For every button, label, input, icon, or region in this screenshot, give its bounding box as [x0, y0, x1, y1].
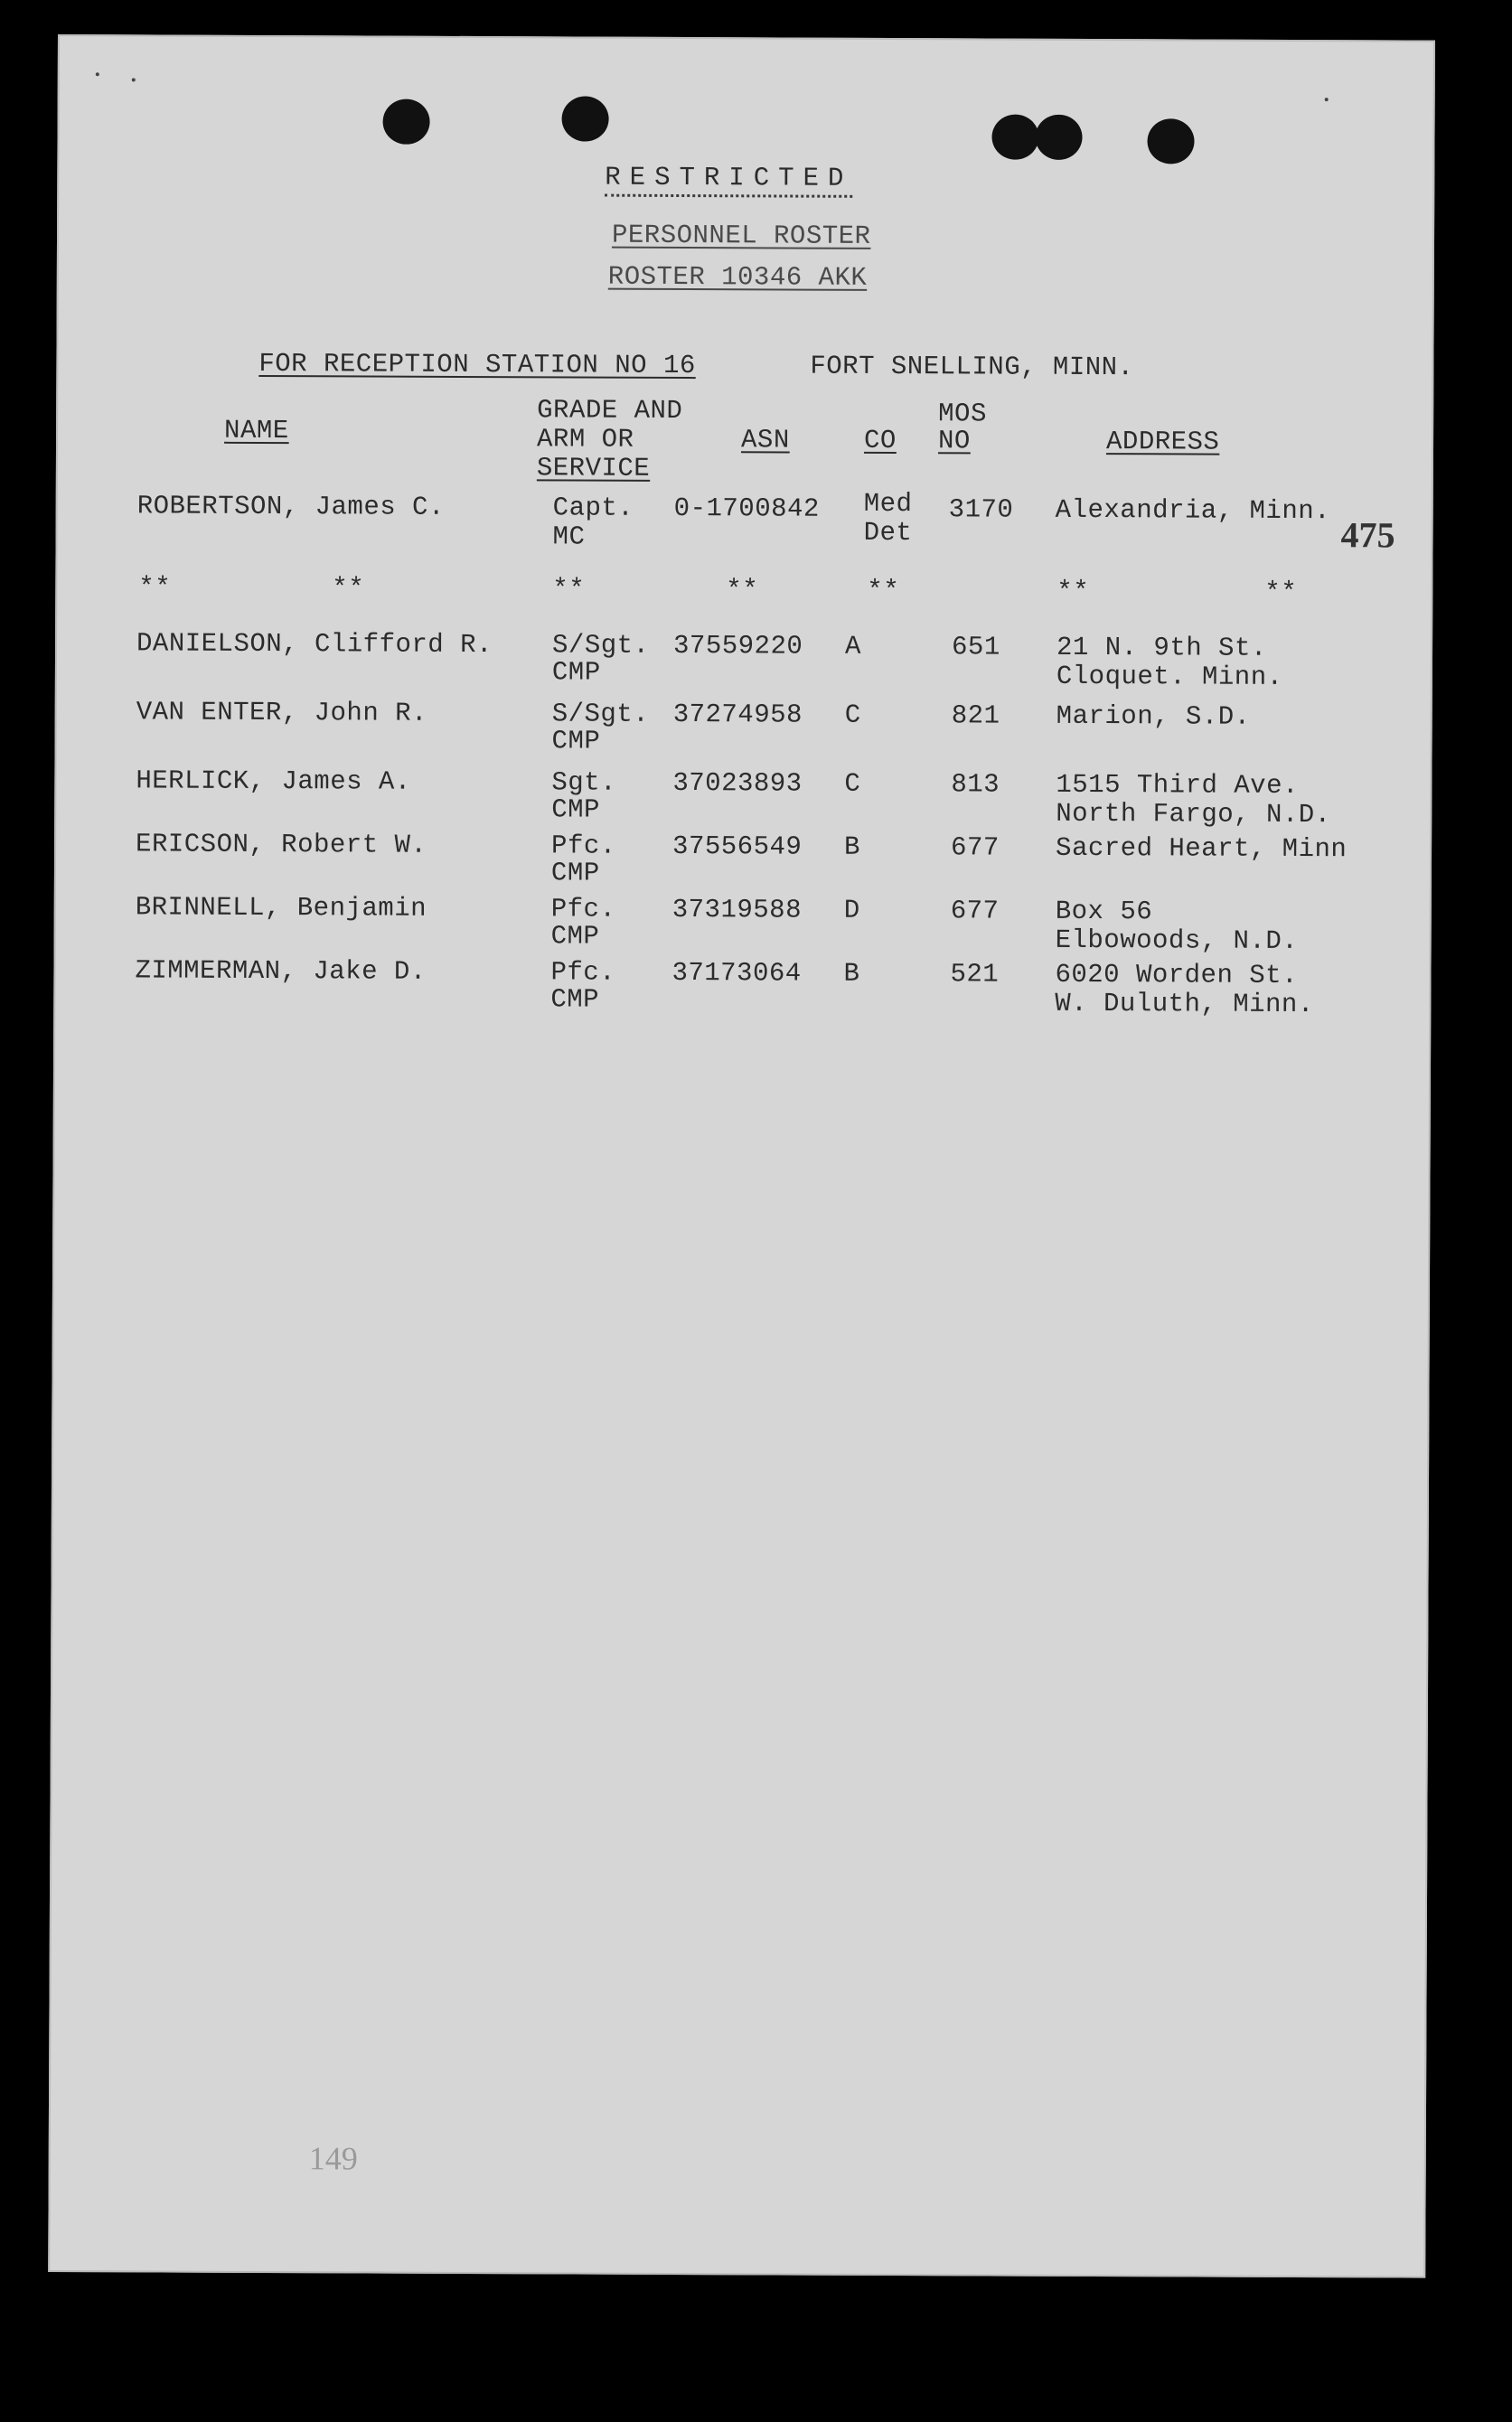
- mos-cell: 677: [951, 832, 1000, 863]
- punch-hole: [382, 99, 429, 145]
- name-cell: ZIMMERMAN, Jake D.: [135, 955, 427, 987]
- column-header-address: ADDRESS: [1105, 427, 1220, 457]
- separator-mark: **: [138, 572, 172, 603]
- address-cell: Box 56: [1055, 896, 1153, 927]
- restricted-stamp: RESTRICTED: [605, 164, 852, 198]
- grade-cell: S/Sgt.: [551, 630, 650, 661]
- co-cell: A: [844, 631, 862, 662]
- mos-cell: 651: [951, 632, 1000, 662]
- name-cell: ROBERTSON, James C.: [136, 491, 445, 522]
- grade-cell: Pfc.: [550, 957, 616, 988]
- page-number: 475: [1340, 514, 1395, 556]
- name-cell: BRINNELL, Benjamin: [135, 892, 427, 924]
- mos-cell: 677: [950, 896, 1000, 926]
- mos-cell: 821: [951, 700, 1000, 731]
- document-page: [48, 34, 1435, 2278]
- address-cell: Sacred Heart, Minn: [1056, 832, 1348, 865]
- column-header-co: CO: [863, 425, 897, 456]
- grade-cell: Sgt.: [551, 767, 617, 798]
- roster-number: ROSTER 10346 AKK: [607, 261, 868, 293]
- column-header-grade: ARM OR: [536, 424, 634, 455]
- asn-cell: 0-1700842: [673, 493, 820, 524]
- service-cell: CMP: [551, 657, 601, 688]
- address-cell: Alexandria, Minn.: [1055, 494, 1331, 527]
- service-cell: CMP: [550, 921, 600, 952]
- asn-cell: 37319588: [671, 894, 803, 925]
- separator-mark: **: [1057, 576, 1090, 606]
- asn-cell: 37023893: [672, 767, 803, 799]
- address-cell: W. Duluth, Minn.: [1055, 988, 1314, 1020]
- punch-hole: [561, 96, 608, 141]
- mos-cell: 813: [951, 769, 1000, 800]
- address-cell: Cloquet. Minn.: [1056, 661, 1283, 692]
- co-cell: B: [843, 958, 860, 989]
- address-cell: Elbowoods, N.D.: [1055, 925, 1299, 956]
- name-cell: DANIELSON, Clifford R.: [136, 628, 493, 661]
- grade-cell: Pfc.: [550, 894, 616, 925]
- separator-mark: **: [332, 573, 365, 604]
- separator-mark: **: [726, 575, 759, 606]
- co-cell: C: [844, 768, 861, 799]
- address-cell: 6020 Worden St.: [1055, 959, 1299, 990]
- grade-cell: Pfc.: [551, 831, 616, 861]
- punch-hole: [991, 115, 1038, 160]
- co-cell: D: [843, 895, 860, 925]
- asn-cell: 37173064: [671, 957, 802, 989]
- co-cell: Med: [863, 488, 913, 520]
- service-cell: CMP: [550, 984, 600, 1015]
- mos-cell: 521: [950, 959, 1000, 990]
- punch-hole: [1147, 118, 1194, 164]
- column-header-grade: GRADE AND: [537, 395, 683, 427]
- service-cell: CMP: [551, 794, 601, 825]
- column-header-name: NAME: [224, 415, 289, 446]
- column-header-asn: ASN: [740, 425, 790, 455]
- column-header-mos: NO: [937, 426, 971, 456]
- station-heading: FOR RECEPTION STATION NO 16: [258, 348, 696, 381]
- speckles: [60, 36, 1433, 42]
- punch-hole: [1035, 115, 1082, 160]
- name-cell: VAN ENTER, John R.: [136, 697, 428, 728]
- asn-cell: 37559220: [672, 630, 803, 662]
- asn-cell: 37274958: [672, 699, 803, 730]
- mos-cell: 3170: [948, 494, 1014, 525]
- name-cell: HERLICK, James A.: [136, 765, 411, 797]
- address-cell: 21 N. 9th St.: [1056, 632, 1267, 663]
- name-cell: ERICSON, Robert W.: [136, 829, 427, 860]
- roster-title: PERSONNEL ROSTER: [611, 220, 871, 251]
- separator-mark: **: [1264, 577, 1298, 607]
- column-header-mos: MOS: [938, 399, 987, 429]
- co-cell: Det: [863, 517, 913, 549]
- separator-mark: **: [552, 574, 586, 605]
- service-cell: CMP: [550, 858, 600, 888]
- separator-mark: **: [867, 575, 900, 606]
- address-cell: 1515 Third Ave.: [1056, 769, 1300, 801]
- service-cell: MC: [552, 521, 586, 552]
- co-cell: B: [844, 831, 861, 862]
- column-header-grade: SERVICE: [536, 453, 651, 483]
- station-location: FORT SNELLING, MINN.: [810, 351, 1134, 383]
- asn-cell: 37556549: [672, 831, 803, 862]
- co-cell: C: [844, 699, 861, 730]
- folio-number: 149: [308, 2140, 358, 2177]
- address-cell: Marion, S.D.: [1056, 700, 1251, 732]
- service-cell: CMP: [551, 726, 601, 756]
- grade-cell: S/Sgt.: [551, 699, 650, 729]
- grade-cell: Capt.: [552, 493, 634, 523]
- address-cell: North Fargo, N.D.: [1056, 798, 1331, 831]
